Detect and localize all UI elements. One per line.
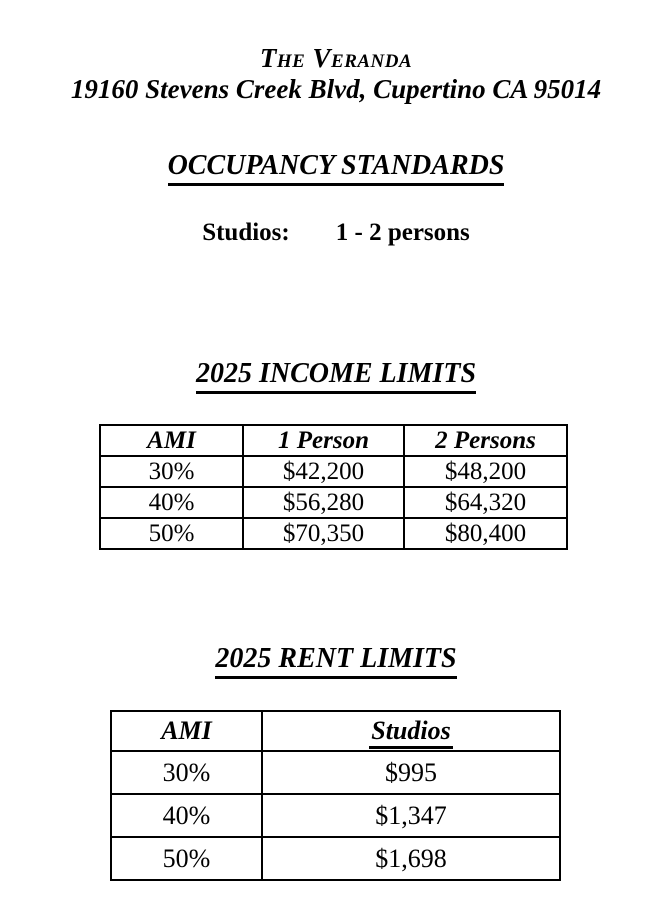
column-header-ami	[100, 425, 243, 456]
rent-ami-30: 30%	[111, 751, 262, 794]
rent-40-studios: $1,347	[262, 794, 560, 837]
income-table-row-40	[100, 487, 567, 518]
property-address: 19160 Stevens Creek Blvd, Cupertino CA 95014	[70, 74, 602, 104]
rent-column-header-ami: AMI	[111, 711, 262, 751]
column-header-2-persons-text: 2 Persons	[433, 427, 538, 457]
occupancy-standards-heading-text: OCCUPANCY STANDARDS	[168, 150, 505, 186]
rent-ami-50: 50%	[111, 837, 262, 880]
income-limits-heading-text: 2025 INCOME LIMITS	[196, 358, 476, 394]
property-name: The Veranda	[259, 43, 413, 73]
income-30-2persons: $48,200	[404, 456, 567, 487]
column-header-1-person	[243, 425, 404, 456]
rent-column-header-studios-text: Studios	[369, 716, 453, 749]
income-table-row-50	[100, 518, 567, 549]
document-header	[0, 43, 672, 105]
rent-table-row-40	[111, 794, 560, 837]
column-header-ami-text: AMI	[145, 427, 198, 457]
income-30-1person: $42,200	[243, 456, 404, 487]
income-50-1person: $70,350	[243, 518, 404, 549]
rent-ami-40: 40%	[111, 794, 262, 837]
rent-table-header-row	[111, 711, 560, 751]
rent-50-studios: $1,698	[262, 837, 560, 880]
income-table-row-30	[100, 456, 567, 487]
income-50-2persons: $80,400	[404, 518, 567, 549]
column-header-1-person-text: 1 Person	[276, 427, 371, 457]
income-ami-40: 40%	[100, 487, 243, 518]
income-ami-30: 30%	[100, 456, 243, 487]
income-ami-50: 50%	[100, 518, 243, 549]
column-header-2-persons	[404, 425, 567, 456]
studios-occupancy-value: 1 - 2 persons	[335, 219, 470, 246]
studios-label: Studios:	[202, 219, 290, 246]
income-limits-table	[99, 424, 568, 550]
rent-table-row-50	[111, 837, 560, 880]
occupancy-standards-heading	[0, 151, 672, 181]
occupancy-row	[0, 219, 672, 247]
rent-limits-heading	[0, 644, 672, 674]
rent-limits-table	[110, 710, 561, 881]
income-40-2persons: $64,320	[404, 487, 567, 518]
rent-column-header-studios	[262, 711, 560, 751]
income-limits-heading	[0, 359, 672, 389]
income-table-header-row	[100, 425, 567, 456]
rent-table-row-30	[111, 751, 560, 794]
rent-30-studios: $995	[262, 751, 560, 794]
income-40-1person: $56,280	[243, 487, 404, 518]
rent-limits-heading-text: 2025 RENT LIMITS	[215, 643, 456, 679]
